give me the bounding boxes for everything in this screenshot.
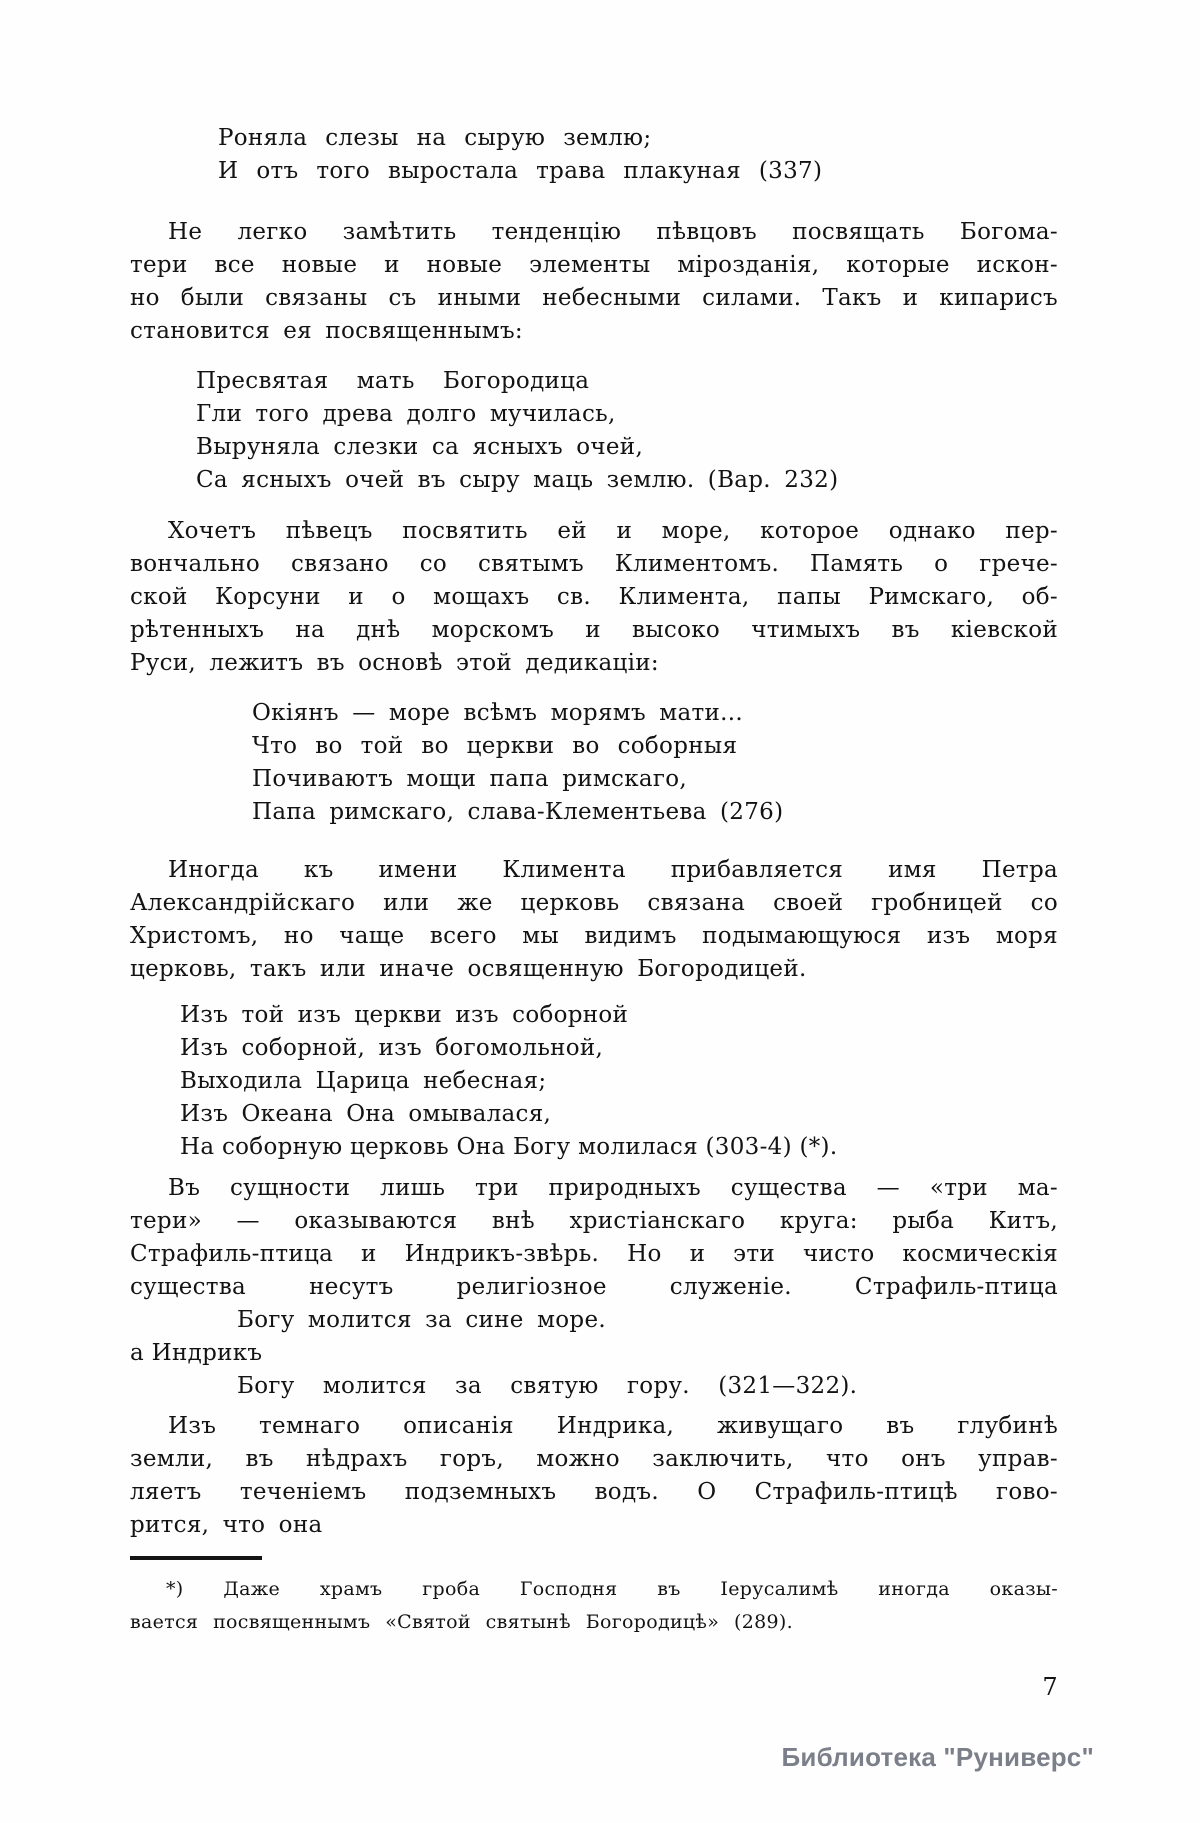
- verse-line: Что во той во церкви во соборныя: [252, 733, 738, 759]
- verse-block: [130, 999, 1058, 1164]
- paragraph: [130, 854, 1058, 986]
- footnote-line: *) Даже храмъ гроба Господня въ Іерусалимѣ иногда оказы-: [166, 1578, 1058, 1600]
- page-number: 7: [1042, 1673, 1058, 1701]
- footnote: [130, 1574, 1058, 1640]
- verse-line: Папа римскаго, слава-Клементьева (276): [252, 799, 784, 825]
- paragraph-line: Хочетъ пѣвецъ посвятить ей и море, которое однако пер-: [168, 518, 1058, 544]
- verse-line: Пресвятая мать Богородица: [196, 368, 590, 394]
- paragraph-line: рится, что она: [130, 1512, 323, 1538]
- verse-line: Почиваютъ мощи папа римскаго,: [252, 766, 688, 792]
- verse-line: Богу молится за сине море.: [237, 1307, 606, 1333]
- verse-line: Изъ той изъ церкви изъ соборной: [180, 1002, 629, 1028]
- paragraph-line: ляетъ теченіемъ подземныхъ водъ. О Страфиль-птицѣ гово-: [130, 1479, 1058, 1505]
- paragraph-line: земли, въ нѣдрахъ горъ, можно заключить, что онъ управ-: [130, 1446, 1058, 1472]
- verse-line: Выходила Царица небесная;: [180, 1068, 547, 1094]
- verse-block: [130, 122, 1058, 188]
- verse-line: Окіянъ — море всѣмъ морямъ мати...: [252, 700, 743, 726]
- paragraph-line: становится ея посвященнымъ:: [130, 318, 523, 344]
- paragraph-line: церковь, такъ или иначе освященную Богородицей.: [130, 956, 807, 982]
- paragraph-line: вончально связано со святымъ Климентомъ. Память о грече-: [130, 551, 1058, 577]
- paragraph-line: тери» — оказываются внѣ христіанскаго круга: рыба Китъ,: [130, 1208, 1058, 1234]
- paragraph-line: Руси, лежитъ въ основѣ этой дедикаціи:: [130, 650, 659, 676]
- paragraph-line: а Индрикъ: [130, 1340, 263, 1366]
- paragraph: [130, 1410, 1058, 1542]
- verse-line: Гли того древа долго мучилась,: [196, 401, 616, 427]
- paragraph-line: Страфиль-птица и Индрикъ-звѣрь. Но и эти чисто космическія: [130, 1241, 1058, 1267]
- verse-block: [130, 365, 1058, 497]
- verse-line: Изъ соборной, изъ богомольной,: [180, 1035, 604, 1061]
- library-watermark: Библиотека "Руниверс": [781, 1742, 1094, 1772]
- paragraph-line: тери все новые и новые элементы мірозданія, которые искон-: [130, 252, 1058, 278]
- paragraph-line: Не легко замѣтить тенденцію пѣвцовъ посвящать Богома-: [168, 219, 1058, 245]
- verse-block: [130, 697, 1058, 829]
- footnote-rule: [130, 1556, 262, 1560]
- verse-line: Богу молится за святую гору. (321—322).: [237, 1373, 858, 1399]
- verse-line: Изъ Океана Она омывалася,: [180, 1101, 552, 1127]
- paragraph-line: рѣтенныхъ на днѣ морскомъ и высоко чтимыхъ въ кіевской: [130, 617, 1058, 643]
- paragraph-line: Иногда къ имени Климента прибавляется имя Петра: [168, 857, 1058, 883]
- paragraph-line: Христомъ, но чаще всего мы видимъ подымающуюся изъ моря: [130, 923, 1058, 949]
- verse-line: Роняла слезы на сырую землю;: [218, 125, 652, 151]
- paragraph: [130, 515, 1058, 680]
- paragraph-line: но были связаны съ иными небесными силами. Такъ и кипарисъ: [130, 285, 1058, 311]
- verse-line: Выруняла слезки са ясныхъ очей,: [196, 434, 644, 460]
- paragraph-line: существа несутъ религіозное служеніе. Страфиль-птица: [130, 1274, 1058, 1300]
- verse-line: На соборную церковь Она Богу молилася (303-4) (*).: [180, 1134, 838, 1160]
- verse-line: Са ясныхъ очей въ сыру маць землю. (Вар. 232): [196, 467, 839, 493]
- footnote-line: вается посвященнымъ «Святой святынѣ Богородицѣ» (289).: [130, 1611, 793, 1633]
- paragraph: [130, 1172, 1058, 1403]
- paragraph-line: ской Корсуни и о мощахъ св. Климента, папы Римскаго, об-: [130, 584, 1058, 610]
- verse-line: И отъ того выростала трава плакуная (337): [218, 158, 823, 184]
- text-content: [130, 122, 1058, 1704]
- paragraph-line: Александрійскаго или же церковь связана своей гробницей со: [130, 890, 1058, 916]
- paragraph: [130, 216, 1058, 348]
- paragraph-line: Изъ темнаго описанія Индрика, живущаго въ глубинѣ: [168, 1413, 1058, 1439]
- paragraph-line: Въ сущности лишь три природныхъ существа — «три ма-: [168, 1175, 1058, 1201]
